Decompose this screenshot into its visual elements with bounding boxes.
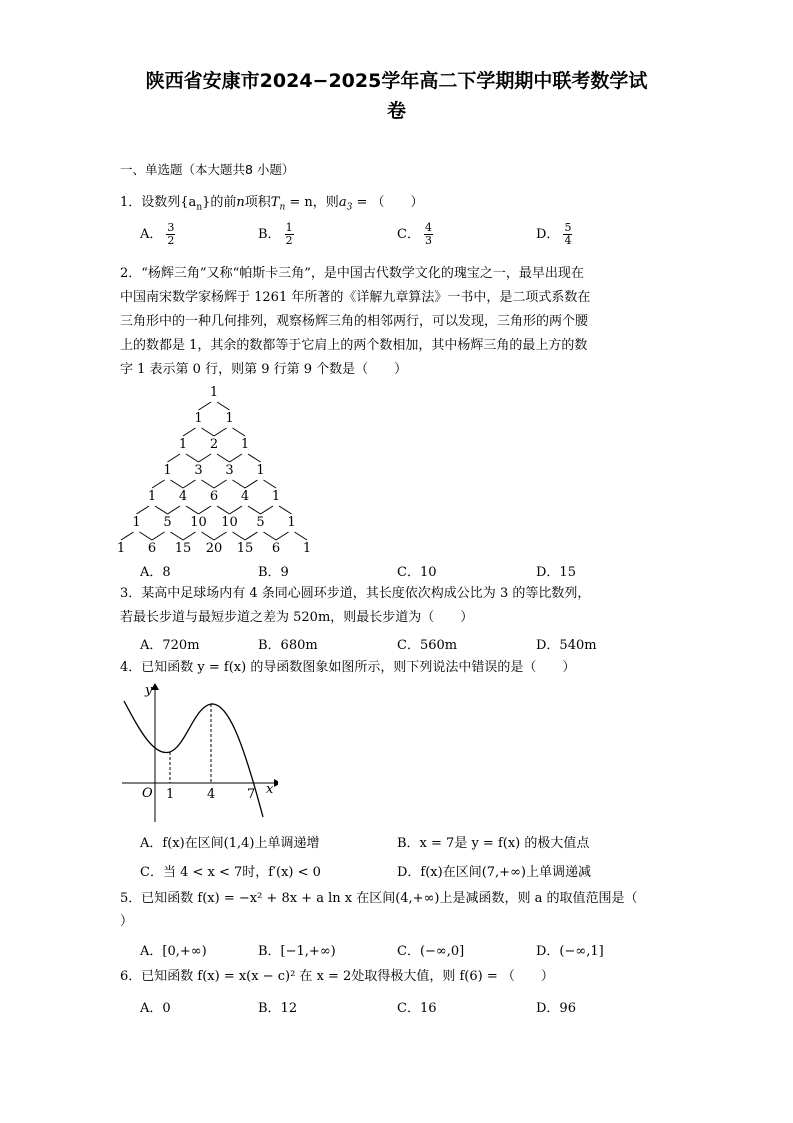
q1-text-f: = （ ） (352, 195, 424, 210)
q4-option-a[interactable]: A．f(x)在区间(1,4)上单调递增 (140, 836, 320, 851)
q4-stem: 4．已知函数 y = f(x) 的导函数图象如图所示，则下列说法中错误的是（ ） (120, 660, 576, 675)
document-title (0, 66, 793, 126)
x-axis-arrow (274, 779, 278, 787)
q1-option-b[interactable]: B． $\frac{1}{2}$ (258, 221, 293, 247)
pascal-connector (261, 506, 274, 514)
q5-option-d[interactable]: D．(−∞,1] (536, 944, 604, 959)
pascal-number: 1 (225, 411, 234, 426)
pascal-number: 5 (256, 515, 265, 530)
pascal-connector (279, 506, 292, 514)
q2-option-b[interactable]: B．9 (258, 565, 289, 580)
y-label: y (145, 683, 153, 698)
q3-line-1: 3．某高中足球场内有 4 条同心圆环步道，其长度依次构成公比为 3 的等比数列， (120, 586, 591, 601)
pascal-connector (186, 454, 199, 462)
pascal-connector (183, 428, 196, 436)
x-label: x (266, 782, 274, 797)
pascal-connector (264, 480, 277, 488)
q6-option-b[interactable]: B．12 (258, 1001, 298, 1016)
pascal-number: 15 (236, 541, 254, 556)
q1-text-c: 项积 (244, 195, 271, 210)
section-heading: 一、单选题（本大题共8 小题） (120, 162, 295, 177)
q1-option-d[interactable]: D． $\frac{5}{4}$ (536, 221, 572, 247)
pascal-number: 1 (209, 385, 219, 400)
q4-option-b[interactable]: B．x = 7是 y = f(x) 的极大值点 (397, 836, 590, 851)
q1-text-d: = n (285, 195, 313, 210)
pascal-connector (214, 428, 227, 436)
q3-option-a[interactable]: A．720m (140, 638, 200, 653)
pascal-connector (199, 506, 212, 514)
pascal-connector (245, 480, 258, 488)
pascal-connector (217, 454, 230, 462)
q5-stem-cont: ） (120, 914, 134, 929)
origin-label: O (142, 786, 153, 801)
pascal-connector (183, 532, 196, 540)
pascal-connector (186, 506, 199, 514)
q2-option-a[interactable]: A．8 (140, 565, 171, 580)
q1-n: n (236, 195, 245, 210)
pascal-connector (230, 506, 243, 514)
pascal-number: 1 (302, 541, 312, 556)
pascal-connector (202, 428, 215, 436)
pascal-number: 4 (178, 489, 188, 504)
tick-4: 4 (207, 787, 216, 802)
pascal-connector (171, 480, 184, 488)
q3-option-d[interactable]: D．540m (536, 638, 597, 653)
q2-line-1: 2．“杨辉三角”又称“帕斯卡三角”，是中国古代数学文化的瑰宝之一，最早出现在 (120, 266, 584, 281)
pascal-connector (245, 532, 258, 540)
pascal-number: 1 (287, 515, 296, 530)
pascal-connector (233, 532, 246, 540)
pascal-connector (140, 532, 153, 540)
derivative-graph (118, 682, 278, 822)
q6-option-c[interactable]: C．16 (397, 1001, 437, 1016)
q3-option-b[interactable]: B．680m (258, 638, 318, 653)
pascal-connector (168, 506, 181, 514)
q1-option-c[interactable]: C． $\frac{4}{3}$ (397, 221, 432, 247)
pascal-number: 5 (163, 515, 172, 530)
pascal-connector (202, 480, 215, 488)
pascal-number: 1 (271, 489, 281, 504)
q6-option-a[interactable]: A．0 (140, 1001, 171, 1016)
pascal-number: 6 (147, 541, 157, 556)
q2-option-d[interactable]: D．15 (536, 565, 576, 580)
title-line-2: 卷 (386, 100, 406, 122)
q6-option-d[interactable]: D．96 (536, 1001, 576, 1016)
q1-text-a: 1．设数列 (120, 195, 181, 210)
pascal-number: 1 (240, 437, 250, 452)
pascal-connector (295, 532, 308, 540)
q2-line-3: 三角形中的一种几何排列，观察杨辉三角的相邻两行，可以发现，三角形的两个腰 (120, 314, 589, 329)
pascal-connector (199, 402, 212, 410)
q5-option-a[interactable]: A．[0,+∞) (140, 944, 207, 959)
q1-seq: $\{a_n\}$ (180, 195, 211, 213)
q5-stem: 5．已知函数 f(x) = −x² + 8x + a ln x 在区间(4,+∞)上是减函数，则 a 的取值范围是（ (120, 891, 638, 906)
q4-option-d[interactable]: D．f(x)在区间(7,+∞)上单调递减 (397, 865, 591, 880)
pascal-connector (276, 532, 289, 540)
q1-text-e: ，则 (312, 195, 339, 210)
pascal-number: 1 (163, 463, 172, 478)
pascal-connector (168, 454, 181, 462)
pascal-connector (199, 454, 212, 462)
pascal-connector (214, 532, 227, 540)
q3-line-2: 若最长步道与最短步道之差为 520m，则最长步道为（ ） (120, 610, 474, 625)
tick-7: 7 (247, 787, 256, 802)
question-1-stem (120, 195, 423, 216)
pascal-connector (183, 480, 196, 488)
pascal-number: 1 (194, 411, 203, 426)
pascal-connector (248, 506, 261, 514)
pascal-connector (217, 506, 230, 514)
pascal-number: 10 (190, 515, 207, 530)
title-line-1: 陕西省安康市2024−2025学年高二下学期期中联考数学试 (145, 70, 648, 92)
pascal-number: 20 (205, 541, 223, 556)
pascal-number: 15 (174, 541, 192, 556)
pascal-number: 4 (240, 489, 250, 504)
pascal-connector (152, 480, 165, 488)
pascal-number: 2 (209, 437, 219, 452)
pascal-connector (248, 454, 261, 462)
pascal-connector (121, 532, 134, 540)
pascal-number: 3 (194, 463, 203, 478)
pascal-connector (137, 506, 150, 514)
pascal-connector (230, 454, 243, 462)
pascal-number: 1 (132, 515, 141, 530)
pascal-number: 6 (209, 489, 219, 504)
pascal-connector (155, 506, 168, 514)
q2-line-4: 上的数都是 1，其余的数都等于它肩上的两个数相加，其中杨辉三角的最上方的数 (120, 338, 588, 353)
pascal-connector (233, 480, 246, 488)
pascal-connector (233, 428, 246, 436)
pascal-connector (217, 402, 230, 410)
pascal-triangle-figure (110, 382, 330, 557)
pascal-connector (264, 532, 277, 540)
q1-text-b: 的前 (210, 195, 237, 210)
q3-option-c[interactable]: C．560m (397, 638, 458, 653)
pascal-connector (214, 480, 227, 488)
pascal-number: 1 (116, 541, 126, 556)
pascal-number: 3 (225, 463, 234, 478)
q5-option-c[interactable]: C．(−∞,0] (397, 944, 465, 959)
pascal-number: 6 (271, 541, 281, 556)
q5-option-b[interactable]: B．[−1,+∞) (258, 944, 336, 959)
pascal-connector (152, 532, 165, 540)
pascal-number: 1 (256, 463, 265, 478)
q4-option-c[interactable]: C．当 4 < x < 7时，f′(x) < 0 (140, 865, 321, 880)
q2-option-c[interactable]: C．10 (397, 565, 437, 580)
tick-1: 1 (166, 787, 175, 802)
q2-line-2: 中国南宋数学家杨辉于 1261 年所著的《详解九章算法》一书中，是二项式系数在 (120, 290, 591, 305)
q1-T: $T_n$ (270, 195, 286, 213)
pascal-number: 1 (147, 489, 157, 504)
q2-line-5: 字 1 表示第 0 行，则第 9 行第 9 个数是（ ） (120, 362, 408, 377)
q1-a3: $a_3$ (338, 195, 353, 213)
pascal-number: 10 (221, 515, 238, 530)
q1-option-a[interactable]: A． $\frac{3}{2}$ (140, 221, 175, 247)
q6-stem: 6．已知函数 f(x) = x(x − c)² 在 x = 2处取得极大值，则 f(6) = （ ） (120, 969, 554, 984)
pascal-connector (202, 532, 215, 540)
pascal-connector (171, 532, 184, 540)
pascal-number: 1 (178, 437, 188, 452)
